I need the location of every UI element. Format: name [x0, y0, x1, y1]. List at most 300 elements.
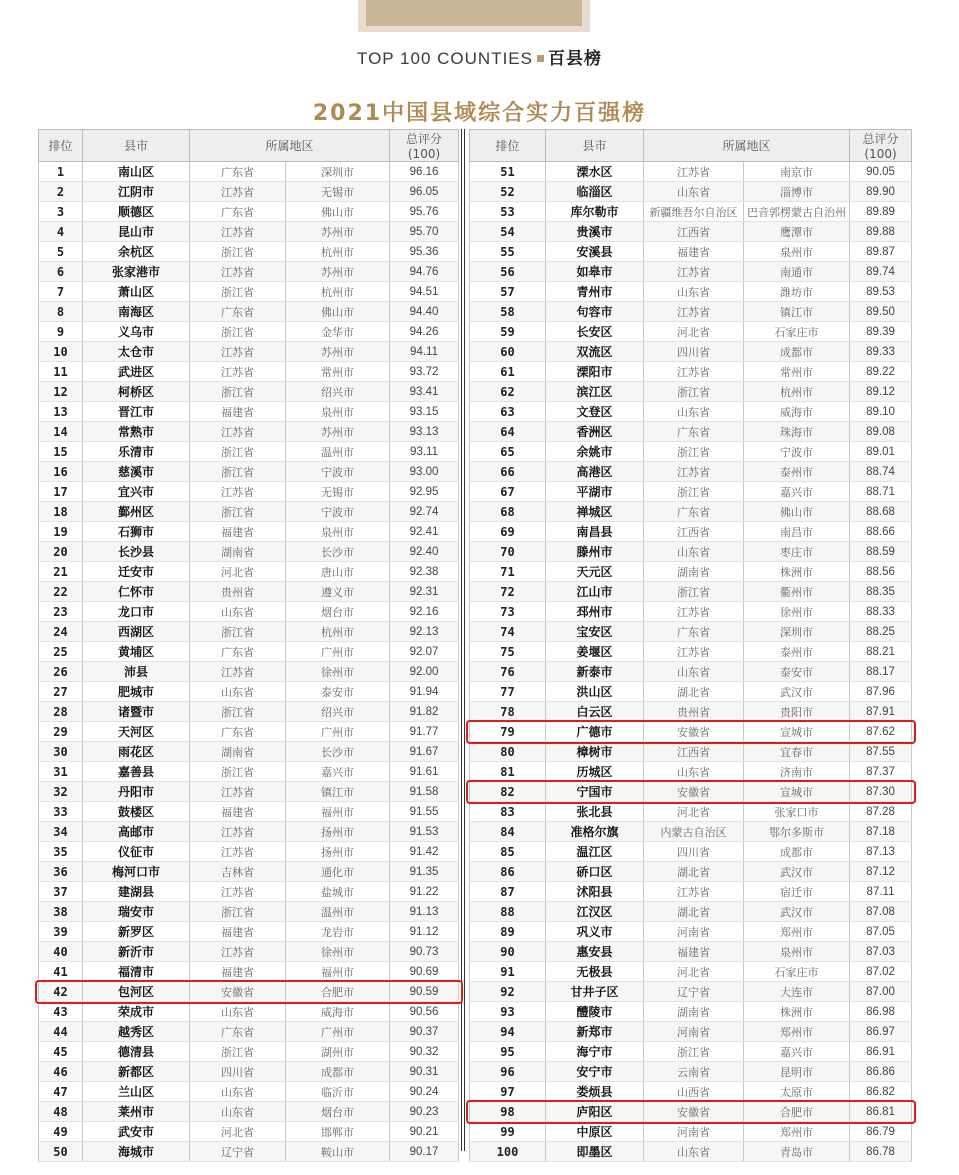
county-name: 萧山区 — [83, 282, 190, 302]
score-cell: 91.42 — [390, 842, 459, 862]
score-cell: 87.28 — [850, 802, 912, 822]
rank-cell: 100 — [470, 1142, 546, 1162]
highlight-box — [35, 980, 463, 1004]
county-name: 福清市 — [83, 962, 190, 982]
county-name: 新郑市 — [546, 1022, 644, 1042]
score-cell: 93.13 — [390, 422, 459, 442]
province-cell: 山东省 — [644, 182, 744, 202]
county-name: 溧水区 — [546, 162, 644, 182]
county-name: 庐阳区 — [546, 1102, 644, 1122]
province-cell: 江苏省 — [190, 882, 286, 902]
city-cell: 苏州市 — [286, 342, 390, 362]
score-cell: 86.98 — [850, 1002, 912, 1022]
table-row — [470, 942, 912, 962]
county-name: 兰山区 — [83, 1082, 190, 1102]
score-cell: 92.95 — [390, 482, 459, 502]
table-row — [39, 1002, 459, 1022]
rank-cell: 30 — [39, 742, 83, 762]
city-cell: 青岛市 — [744, 1142, 850, 1162]
score-cell: 86.97 — [850, 1022, 912, 1042]
table-row — [470, 702, 912, 722]
city-cell: 宁波市 — [286, 462, 390, 482]
score-cell: 91.55 — [390, 802, 459, 822]
county-name: 文登区 — [546, 402, 644, 422]
score-cell: 90.21 — [390, 1122, 459, 1142]
table-row — [39, 302, 459, 322]
rank-cell: 28 — [39, 702, 83, 722]
table-row — [39, 642, 459, 662]
table-row — [39, 722, 459, 742]
score-cell: 87.11 — [850, 882, 912, 902]
province-cell: 浙江省 — [190, 242, 286, 262]
province-cell: 浙江省 — [190, 622, 286, 642]
table-row — [39, 1062, 459, 1082]
rank-cell: 53 — [470, 202, 546, 222]
province-cell: 山西省 — [644, 1082, 744, 1102]
score-cell: 94.26 — [390, 322, 459, 342]
rank-cell: 88 — [470, 902, 546, 922]
rank-cell: 48 — [39, 1102, 83, 1122]
city-cell: 南京市 — [744, 162, 850, 182]
score-cell: 90.37 — [390, 1022, 459, 1042]
county-name: 晋江市 — [83, 402, 190, 422]
table-row — [470, 242, 912, 262]
table-row — [39, 842, 459, 862]
score-cell: 92.74 — [390, 502, 459, 522]
province-cell: 云南省 — [644, 1062, 744, 1082]
province-cell: 山东省 — [190, 1002, 286, 1022]
rank-cell: 61 — [470, 362, 546, 382]
rank-cell: 15 — [39, 442, 83, 462]
city-cell: 徐州市 — [744, 602, 850, 622]
table-row — [39, 702, 459, 722]
county-name: 余杭区 — [83, 242, 190, 262]
province-cell: 浙江省 — [190, 282, 286, 302]
rank-cell: 9 — [39, 322, 83, 342]
score-cell: 86.82 — [850, 1082, 912, 1102]
table-row — [39, 942, 459, 962]
table-row — [39, 242, 459, 262]
table-row — [39, 162, 459, 182]
province-cell: 河北省 — [190, 1122, 286, 1142]
table-row — [470, 402, 912, 422]
county-name: 樟树市 — [546, 742, 644, 762]
rank-cell: 90 — [470, 942, 546, 962]
city-cell: 佛山市 — [286, 202, 390, 222]
score-cell: 88.21 — [850, 642, 912, 662]
table-row — [470, 902, 912, 922]
rank-cell: 91 — [470, 962, 546, 982]
city-cell: 泉州市 — [744, 942, 850, 962]
highlight-box — [466, 1100, 916, 1124]
ranking-rows-right — [470, 162, 912, 1162]
table-row — [39, 902, 459, 922]
county-name: 昆山市 — [83, 222, 190, 242]
city-cell: 泉州市 — [744, 242, 850, 262]
table-row — [39, 602, 459, 622]
county-name: 张家港市 — [83, 262, 190, 282]
city-cell: 杭州市 — [286, 282, 390, 302]
rank-cell: 79 — [470, 722, 546, 742]
city-cell: 烟台市 — [286, 1102, 390, 1122]
province-cell: 广东省 — [190, 1022, 286, 1042]
score-cell: 89.01 — [850, 442, 912, 462]
county-name: 醴陵市 — [546, 1002, 644, 1022]
rank-cell: 65 — [470, 442, 546, 462]
score-cell: 91.12 — [390, 922, 459, 942]
col-region-header: 所属地区 — [190, 130, 390, 162]
table-row — [39, 502, 459, 522]
rank-cell: 56 — [470, 262, 546, 282]
rank-cell: 77 — [470, 682, 546, 702]
province-cell: 广东省 — [190, 202, 286, 222]
table-row — [39, 742, 459, 762]
rank-cell: 26 — [39, 662, 83, 682]
score-cell: 89.50 — [850, 302, 912, 322]
city-cell: 成都市 — [744, 342, 850, 362]
province-cell: 江苏省 — [190, 842, 286, 862]
table-row — [470, 322, 912, 342]
table-row — [470, 562, 912, 582]
county-name: 鄞州区 — [83, 502, 190, 522]
province-cell: 江苏省 — [644, 642, 744, 662]
score-cell: 91.82 — [390, 702, 459, 722]
score-cell: 87.08 — [850, 902, 912, 922]
city-cell: 长沙市 — [286, 542, 390, 562]
county-name: 宝安区 — [546, 622, 644, 642]
rank-cell: 95 — [470, 1042, 546, 1062]
county-name: 建湖县 — [83, 882, 190, 902]
city-cell: 广州市 — [286, 642, 390, 662]
table-row — [39, 382, 459, 402]
rank-cell: 78 — [470, 702, 546, 722]
table-row — [470, 222, 912, 242]
score-cell: 87.30 — [850, 782, 912, 802]
table-header-row — [470, 130, 912, 162]
province-cell: 广东省 — [190, 722, 286, 742]
table-row — [470, 1122, 912, 1142]
county-name: 常熟市 — [83, 422, 190, 442]
county-name: 梅河口市 — [83, 862, 190, 882]
county-name: 沛县 — [83, 662, 190, 682]
table-row — [470, 282, 912, 302]
county-name: 雨花区 — [83, 742, 190, 762]
rank-cell: 34 — [39, 822, 83, 842]
table-row — [470, 582, 912, 602]
table-row — [39, 282, 459, 302]
rank-cell: 19 — [39, 522, 83, 542]
rank-cell: 84 — [470, 822, 546, 842]
city-cell: 徐州市 — [286, 942, 390, 962]
rank-cell: 39 — [39, 922, 83, 942]
city-cell: 宜春市 — [744, 742, 850, 762]
city-cell: 深圳市 — [744, 622, 850, 642]
city-cell: 无锡市 — [286, 482, 390, 502]
rank-cell: 71 — [470, 562, 546, 582]
score-cell: 90.73 — [390, 942, 459, 962]
province-cell: 浙江省 — [190, 382, 286, 402]
city-cell: 镇江市 — [744, 302, 850, 322]
city-cell: 成都市 — [744, 842, 850, 862]
province-cell: 湖北省 — [644, 862, 744, 882]
rank-cell: 33 — [39, 802, 83, 822]
rank-cell: 41 — [39, 962, 83, 982]
county-name: 新都区 — [83, 1062, 190, 1082]
city-cell: 湖州市 — [286, 1042, 390, 1062]
province-cell: 江苏省 — [644, 302, 744, 322]
county-name: 双流区 — [546, 342, 644, 362]
province-cell: 江苏省 — [190, 482, 286, 502]
score-cell: 87.05 — [850, 922, 912, 942]
table-row — [470, 342, 912, 362]
county-name: 仁怀市 — [83, 582, 190, 602]
score-cell: 95.70 — [390, 222, 459, 242]
city-cell: 绍兴市 — [286, 382, 390, 402]
province-cell: 江苏省 — [190, 822, 286, 842]
table-row — [470, 442, 912, 462]
score-cell: 88.68 — [850, 502, 912, 522]
score-cell: 90.32 — [390, 1042, 459, 1062]
score-cell: 90.23 — [390, 1102, 459, 1122]
province-cell: 内蒙古自治区 — [644, 822, 744, 842]
province-cell: 江苏省 — [644, 362, 744, 382]
province-cell: 江苏省 — [644, 162, 744, 182]
rank-cell: 7 — [39, 282, 83, 302]
table-row — [39, 202, 459, 222]
score-cell: 91.61 — [390, 762, 459, 782]
table-row — [470, 482, 912, 502]
rank-cell: 75 — [470, 642, 546, 662]
table-row — [39, 522, 459, 542]
county-name: 武安市 — [83, 1122, 190, 1142]
city-cell: 温州市 — [286, 442, 390, 462]
rank-cell: 82 — [470, 782, 546, 802]
table-row — [39, 482, 459, 502]
score-cell: 87.55 — [850, 742, 912, 762]
province-cell: 江苏省 — [190, 782, 286, 802]
rank-cell: 64 — [470, 422, 546, 442]
city-cell: 泉州市 — [286, 522, 390, 542]
city-cell: 宣城市 — [744, 782, 850, 802]
county-name: 洪山区 — [546, 682, 644, 702]
score-cell: 87.91 — [850, 702, 912, 722]
score-cell: 86.86 — [850, 1062, 912, 1082]
county-name: 武进区 — [83, 362, 190, 382]
score-cell: 93.72 — [390, 362, 459, 382]
province-cell: 山东省 — [190, 682, 286, 702]
score-cell: 94.51 — [390, 282, 459, 302]
county-name: 丹阳市 — [83, 782, 190, 802]
rank-cell: 63 — [470, 402, 546, 422]
city-cell: 衢州市 — [744, 582, 850, 602]
province-cell: 河北省 — [644, 962, 744, 982]
county-name: 宜兴市 — [83, 482, 190, 502]
score-cell: 95.36 — [390, 242, 459, 262]
rank-cell: 46 — [39, 1062, 83, 1082]
province-cell: 江苏省 — [190, 342, 286, 362]
city-cell: 杭州市 — [286, 622, 390, 642]
rank-cell: 94 — [470, 1022, 546, 1042]
table-row — [470, 1042, 912, 1062]
province-cell: 河南省 — [644, 922, 744, 942]
rank-cell: 99 — [470, 1122, 546, 1142]
score-cell: 89.10 — [850, 402, 912, 422]
table-row — [39, 1142, 459, 1162]
province-cell: 福建省 — [190, 802, 286, 822]
table-row — [470, 822, 912, 842]
col-score-header: 总评分(100) — [390, 130, 459, 162]
rank-cell: 24 — [39, 622, 83, 642]
score-cell: 93.41 — [390, 382, 459, 402]
county-name: 准格尔旗 — [546, 822, 644, 842]
score-cell: 89.22 — [850, 362, 912, 382]
score-cell: 87.02 — [850, 962, 912, 982]
province-cell: 湖南省 — [190, 742, 286, 762]
county-name: 香洲区 — [546, 422, 644, 442]
province-cell: 四川省 — [190, 1062, 286, 1082]
rank-cell: 23 — [39, 602, 83, 622]
county-name: 石狮市 — [83, 522, 190, 542]
county-name: 莱州市 — [83, 1102, 190, 1122]
province-cell: 山东省 — [190, 1102, 286, 1122]
province-cell: 湖南省 — [644, 562, 744, 582]
county-name: 南昌县 — [546, 522, 644, 542]
rank-cell: 44 — [39, 1022, 83, 1042]
province-cell: 江苏省 — [190, 942, 286, 962]
rank-cell: 76 — [470, 662, 546, 682]
score-cell: 88.17 — [850, 662, 912, 682]
rank-cell: 97 — [470, 1082, 546, 1102]
county-name: 禅城区 — [546, 502, 644, 522]
highlight-box — [466, 720, 916, 744]
rank-cell: 70 — [470, 542, 546, 562]
score-cell: 92.31 — [390, 582, 459, 602]
city-cell: 巴音郭楞蒙古自治州 — [744, 202, 850, 222]
table-row — [470, 742, 912, 762]
county-name: 海宁市 — [546, 1042, 644, 1062]
county-name: 滨江区 — [546, 382, 644, 402]
rank-cell: 59 — [470, 322, 546, 342]
province-cell: 河南省 — [644, 1122, 744, 1142]
province-cell: 湖北省 — [644, 902, 744, 922]
county-name: 越秀区 — [83, 1022, 190, 1042]
city-cell: 淄博市 — [744, 182, 850, 202]
province-cell: 浙江省 — [644, 382, 744, 402]
table-row — [39, 542, 459, 562]
score-cell: 88.35 — [850, 582, 912, 602]
rank-cell: 89 — [470, 922, 546, 942]
header-banner — [358, 0, 590, 32]
rank-cell: 52 — [470, 182, 546, 202]
county-name: 龙口市 — [83, 602, 190, 622]
province-cell: 江西省 — [644, 222, 744, 242]
rank-cell: 35 — [39, 842, 83, 862]
county-name: 义乌市 — [83, 322, 190, 342]
city-cell: 烟台市 — [286, 602, 390, 622]
score-cell: 89.89 — [850, 202, 912, 222]
county-name: 长沙县 — [83, 542, 190, 562]
score-cell: 86.79 — [850, 1122, 912, 1142]
table-row — [470, 422, 912, 442]
score-cell: 89.08 — [850, 422, 912, 442]
city-cell: 宁波市 — [744, 442, 850, 462]
rank-cell: 38 — [39, 902, 83, 922]
square-bullet-icon — [537, 55, 544, 62]
county-name: 黄埔区 — [83, 642, 190, 662]
city-cell: 济南市 — [744, 762, 850, 782]
county-name: 江汉区 — [546, 902, 644, 922]
score-cell: 90.69 — [390, 962, 459, 982]
city-cell: 长沙市 — [286, 742, 390, 762]
province-cell: 湖南省 — [190, 542, 286, 562]
city-cell: 鄂尔多斯市 — [744, 822, 850, 842]
table-row — [39, 1042, 459, 1062]
province-cell: 浙江省 — [644, 482, 744, 502]
province-cell: 安徽省 — [190, 982, 286, 1002]
province-cell: 广东省 — [190, 642, 286, 662]
city-cell: 福州市 — [286, 962, 390, 982]
table-row — [39, 662, 459, 682]
score-cell: 94.76 — [390, 262, 459, 282]
score-cell: 88.59 — [850, 542, 912, 562]
table-row — [39, 862, 459, 882]
score-cell: 90.31 — [390, 1062, 459, 1082]
province-cell: 山东省 — [190, 602, 286, 622]
table-row — [39, 362, 459, 382]
province-cell: 山东省 — [644, 1142, 744, 1162]
rank-cell: 42 — [39, 982, 83, 1002]
city-cell: 合肥市 — [744, 1102, 850, 1122]
col-rank-header: 排位 — [470, 130, 546, 162]
province-cell: 安徽省 — [644, 722, 744, 742]
city-cell: 鹰潭市 — [744, 222, 850, 242]
table-row — [39, 622, 459, 642]
rank-cell: 83 — [470, 802, 546, 822]
city-cell: 龙岩市 — [286, 922, 390, 942]
county-name: 长安区 — [546, 322, 644, 342]
score-cell: 86.78 — [850, 1142, 912, 1162]
city-cell: 苏州市 — [286, 222, 390, 242]
table-row — [470, 182, 912, 202]
col-rank-header: 排位 — [39, 130, 83, 162]
rank-cell: 12 — [39, 382, 83, 402]
score-cell: 89.88 — [850, 222, 912, 242]
col-region-header: 所属地区 — [644, 130, 850, 162]
score-cell: 87.03 — [850, 942, 912, 962]
county-name: 新泰市 — [546, 662, 644, 682]
city-cell: 遵义市 — [286, 582, 390, 602]
province-cell: 湖北省 — [644, 682, 744, 702]
city-cell: 郑州市 — [744, 1022, 850, 1042]
rank-cell: 36 — [39, 862, 83, 882]
city-cell: 福州市 — [286, 802, 390, 822]
province-cell: 山东省 — [190, 1082, 286, 1102]
city-cell: 张家口市 — [744, 802, 850, 822]
rank-cell: 5 — [39, 242, 83, 262]
table-row — [470, 662, 912, 682]
table-row — [39, 582, 459, 602]
city-cell: 武汉市 — [744, 682, 850, 702]
province-cell: 安徽省 — [644, 1102, 744, 1122]
table-row — [470, 682, 912, 702]
province-cell: 辽宁省 — [644, 982, 744, 1002]
rank-cell: 11 — [39, 362, 83, 382]
ranking-rows-left — [39, 162, 459, 1162]
province-cell: 四川省 — [644, 842, 744, 862]
city-cell: 金华市 — [286, 322, 390, 342]
rank-cell: 45 — [39, 1042, 83, 1062]
city-cell: 石家庄市 — [744, 322, 850, 342]
